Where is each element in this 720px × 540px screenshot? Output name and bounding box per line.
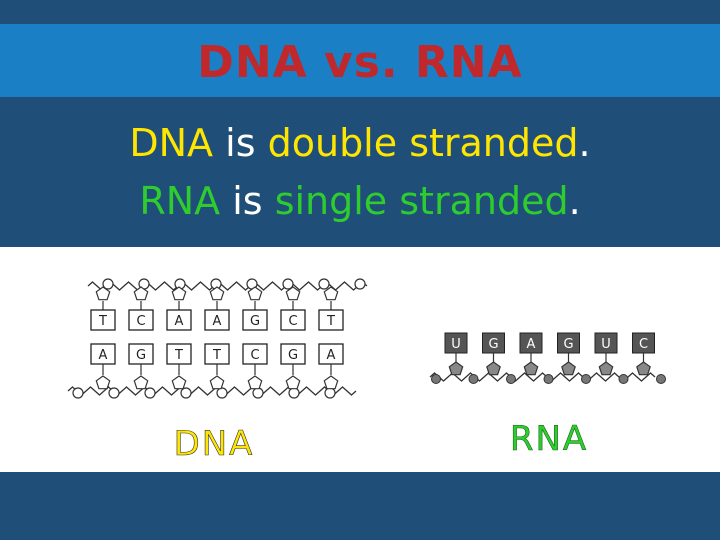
- period: .: [578, 121, 591, 165]
- rna-phosphate: [619, 375, 628, 384]
- dna-bottom-phosphate: [145, 388, 155, 398]
- dna-bottom-sugar: [210, 376, 223, 389]
- rna-base-label: G: [563, 337, 574, 352]
- rna-sugar: [562, 362, 575, 375]
- dna-top-base-label: C: [136, 314, 146, 329]
- dna-top-base-label: A: [212, 314, 222, 329]
- dna-bottom-phosphate: [289, 388, 299, 398]
- dna-bottom-sugar: [134, 376, 147, 389]
- dna-top-base-label: G: [249, 314, 261, 329]
- rna-phosphate: [657, 375, 666, 384]
- dna-bottom-base-label: A: [326, 348, 336, 363]
- dna-bottom-phosphate: [73, 388, 83, 398]
- rna-sugar: [487, 362, 500, 375]
- statement-rna: [0, 178, 720, 224]
- dna-top-base-label: T: [327, 314, 335, 329]
- strand-diagram: [0, 247, 720, 472]
- dna-bottom-phosphate: [253, 388, 263, 398]
- word-single-stranded: single stranded: [274, 179, 569, 223]
- dna-bottom-base-label: A: [98, 348, 108, 363]
- dna-bottom-base-label: T: [175, 348, 183, 363]
- dna-bottom-sugar: [248, 376, 261, 389]
- dna-bottom-phosphate: [109, 388, 119, 398]
- rna-phosphate: [432, 375, 441, 384]
- dna-bottom-base-label: T: [213, 348, 221, 363]
- word-dna: DNA: [129, 121, 214, 165]
- dna-top-base-label: T: [99, 314, 107, 329]
- dna-bottom-phosphate: [325, 388, 335, 398]
- dna-bottom-phosphate: [217, 388, 227, 398]
- dna-bottom-base-label: G: [287, 348, 299, 363]
- dna-bottom-phosphate: [181, 388, 191, 398]
- top-strip: [0, 0, 720, 24]
- period: .: [568, 179, 581, 223]
- rna-phosphate: [469, 375, 478, 384]
- rna-label: RNA: [509, 419, 589, 459]
- dna-top-base-label: C: [288, 314, 298, 329]
- rna-sugar: [449, 362, 462, 375]
- dna-bottom-sugar: [286, 376, 299, 389]
- dna-bottom-sugar: [324, 376, 337, 389]
- rna-phosphate: [582, 375, 591, 384]
- rna-phosphate: [544, 375, 553, 384]
- word-is: is: [232, 179, 263, 223]
- rna-sugar: [524, 362, 537, 375]
- word-double-stranded: double stranded: [267, 121, 579, 165]
- dna-top-sugar: [210, 287, 223, 300]
- dna-top-phosphate: [355, 279, 365, 289]
- rna-phosphate: [507, 375, 516, 384]
- rna-base-label: U: [451, 337, 461, 352]
- slide-title: DNA vs. RNA: [197, 37, 523, 88]
- rna-base-label: U: [601, 337, 611, 352]
- dna-top-base-label: A: [174, 314, 184, 329]
- dna-bottom-base-label: C: [250, 348, 260, 363]
- rna-base-label: G: [488, 337, 499, 352]
- word-is: is: [225, 121, 256, 165]
- rna-sugar: [599, 362, 612, 375]
- bottom-band: [0, 472, 720, 540]
- dna-bottom-sugar: [172, 376, 185, 389]
- dna-bottom-sugar: [96, 376, 109, 389]
- dna-label: DNA: [173, 424, 255, 464]
- dna-bottom-base-label: G: [135, 348, 147, 363]
- statement-dna: [0, 120, 720, 166]
- word-rna: RNA: [139, 179, 221, 223]
- dna-top-phosphate: [319, 279, 329, 289]
- rna-sugar: [637, 362, 650, 375]
- rna-base-label: C: [638, 337, 649, 352]
- rna-base-label: A: [526, 337, 536, 352]
